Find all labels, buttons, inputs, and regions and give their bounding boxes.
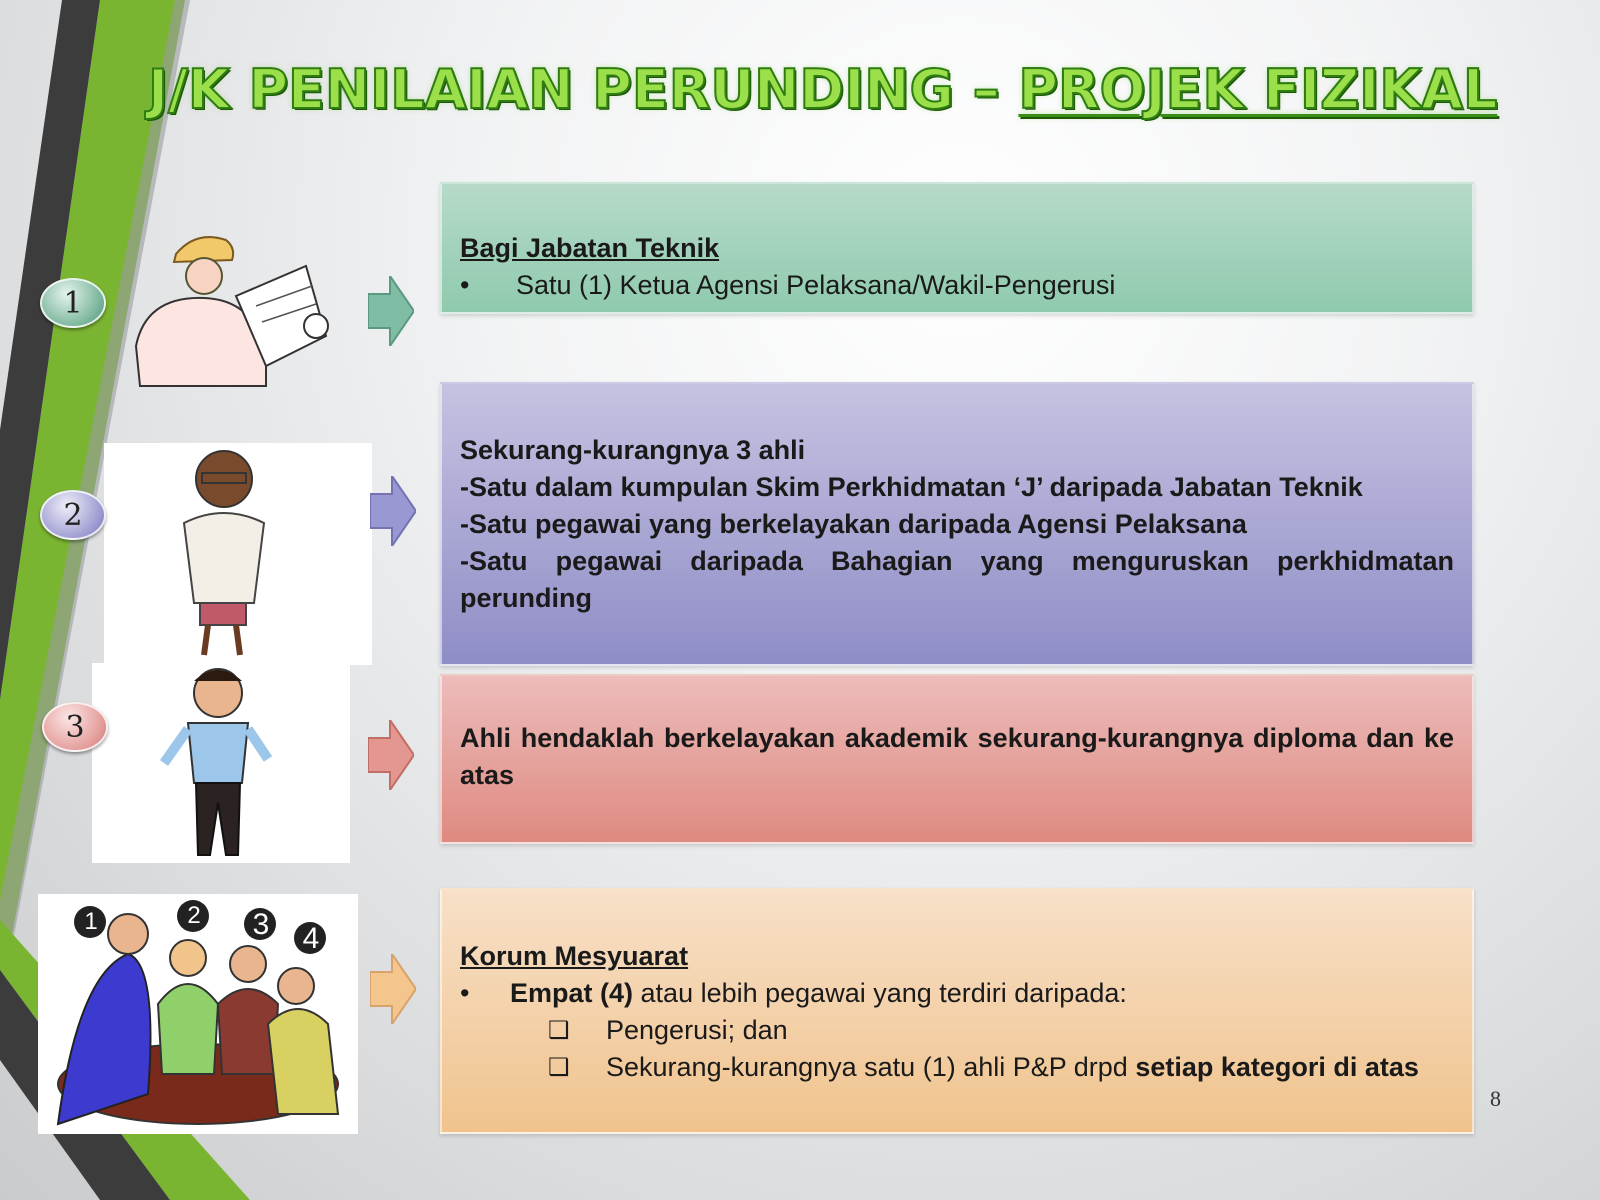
box4-sub2-bold: setiap kategori di atas [1135,1052,1419,1082]
bullet-icon: • [460,978,470,1008]
slide-title [148,58,1498,121]
engineer-illustration-icon [116,226,338,402]
box4-item-rest: atau lebih pegawai yang terdiri daripada: [633,978,1127,1008]
box-korum-mesyuarat [440,888,1474,1134]
checkbox-bullet-icon: ❑ [548,1054,570,1081]
title-part2: PROJEK FIZIKAL [1018,58,1498,121]
box-kelayakan [440,674,1474,844]
box-jabatan-teknik [440,182,1474,314]
box4-item [510,975,1127,1012]
meeting-number-3: 3 [252,908,270,941]
box4-sub1-text: Pengerusi; dan [606,1015,788,1045]
box4-sub2-text [606,1049,1454,1086]
arrow-right-icon [370,476,416,546]
arrow-right-icon [368,276,414,346]
meeting-number-4: 4 [302,922,320,955]
box1-heading: Bagi Jabatan Teknik [460,233,720,263]
number-badge-2: 2 [40,490,106,540]
box-ahli [440,382,1474,666]
box1-bullet-item [460,267,1454,304]
box4-sub-item-1 [460,1012,1454,1049]
box2-line-4: -Satu pegawai daripada Bahagian yang menguruskan perkhidmatan perunding [460,546,1454,613]
title-part1: J/K PENILAIAN PERUNDING – [148,58,1019,121]
box1-item-text: Satu (1) Ketua Agensi Pelaksana/Wakil-Pengerusi [516,270,1116,300]
box4-heading: Korum Mesyuarat [460,941,689,971]
man-presenting-illustration-icon [92,663,350,863]
meeting-number-1: 1 [84,908,98,935]
box4-sub-item-2 [460,1049,1454,1086]
meeting-number-2: 2 [187,902,201,929]
box4-item-bold: Empat (4) [510,978,634,1008]
box2-line-2: -Satu dalam kumpulan Skim Perkhidmatan ‘J’ daripada Jabatan Teknik [460,472,1363,502]
box2-line-3: -Satu pegawai yang berkelayakan daripada Agensi Pelaksana [460,509,1247,539]
bullet-icon: • [460,270,470,300]
number-badge-1: 1 [40,278,106,328]
arrow-right-icon [368,720,414,790]
checkbox-bullet-icon: ❑ [548,1017,570,1044]
box3-text: Ahli hendaklah berkelayakan akademik sekurang-kurangnya diploma dan ke atas [460,723,1454,790]
box2-line-1: Sekurang-kurangnya 3 ahli [460,435,806,465]
meeting-illustration-icon [38,894,358,1134]
box4-sub2-plain: Sekurang-kurangnya satu (1) ahli P&P drpd [606,1052,1136,1082]
woman-phone-illustration-icon [104,443,372,665]
page-number: 8 [1490,1086,1501,1111]
number-badge-3: 3 [42,702,108,752]
arrow-right-icon [370,954,416,1024]
box4-bullet-item [460,975,1454,1012]
